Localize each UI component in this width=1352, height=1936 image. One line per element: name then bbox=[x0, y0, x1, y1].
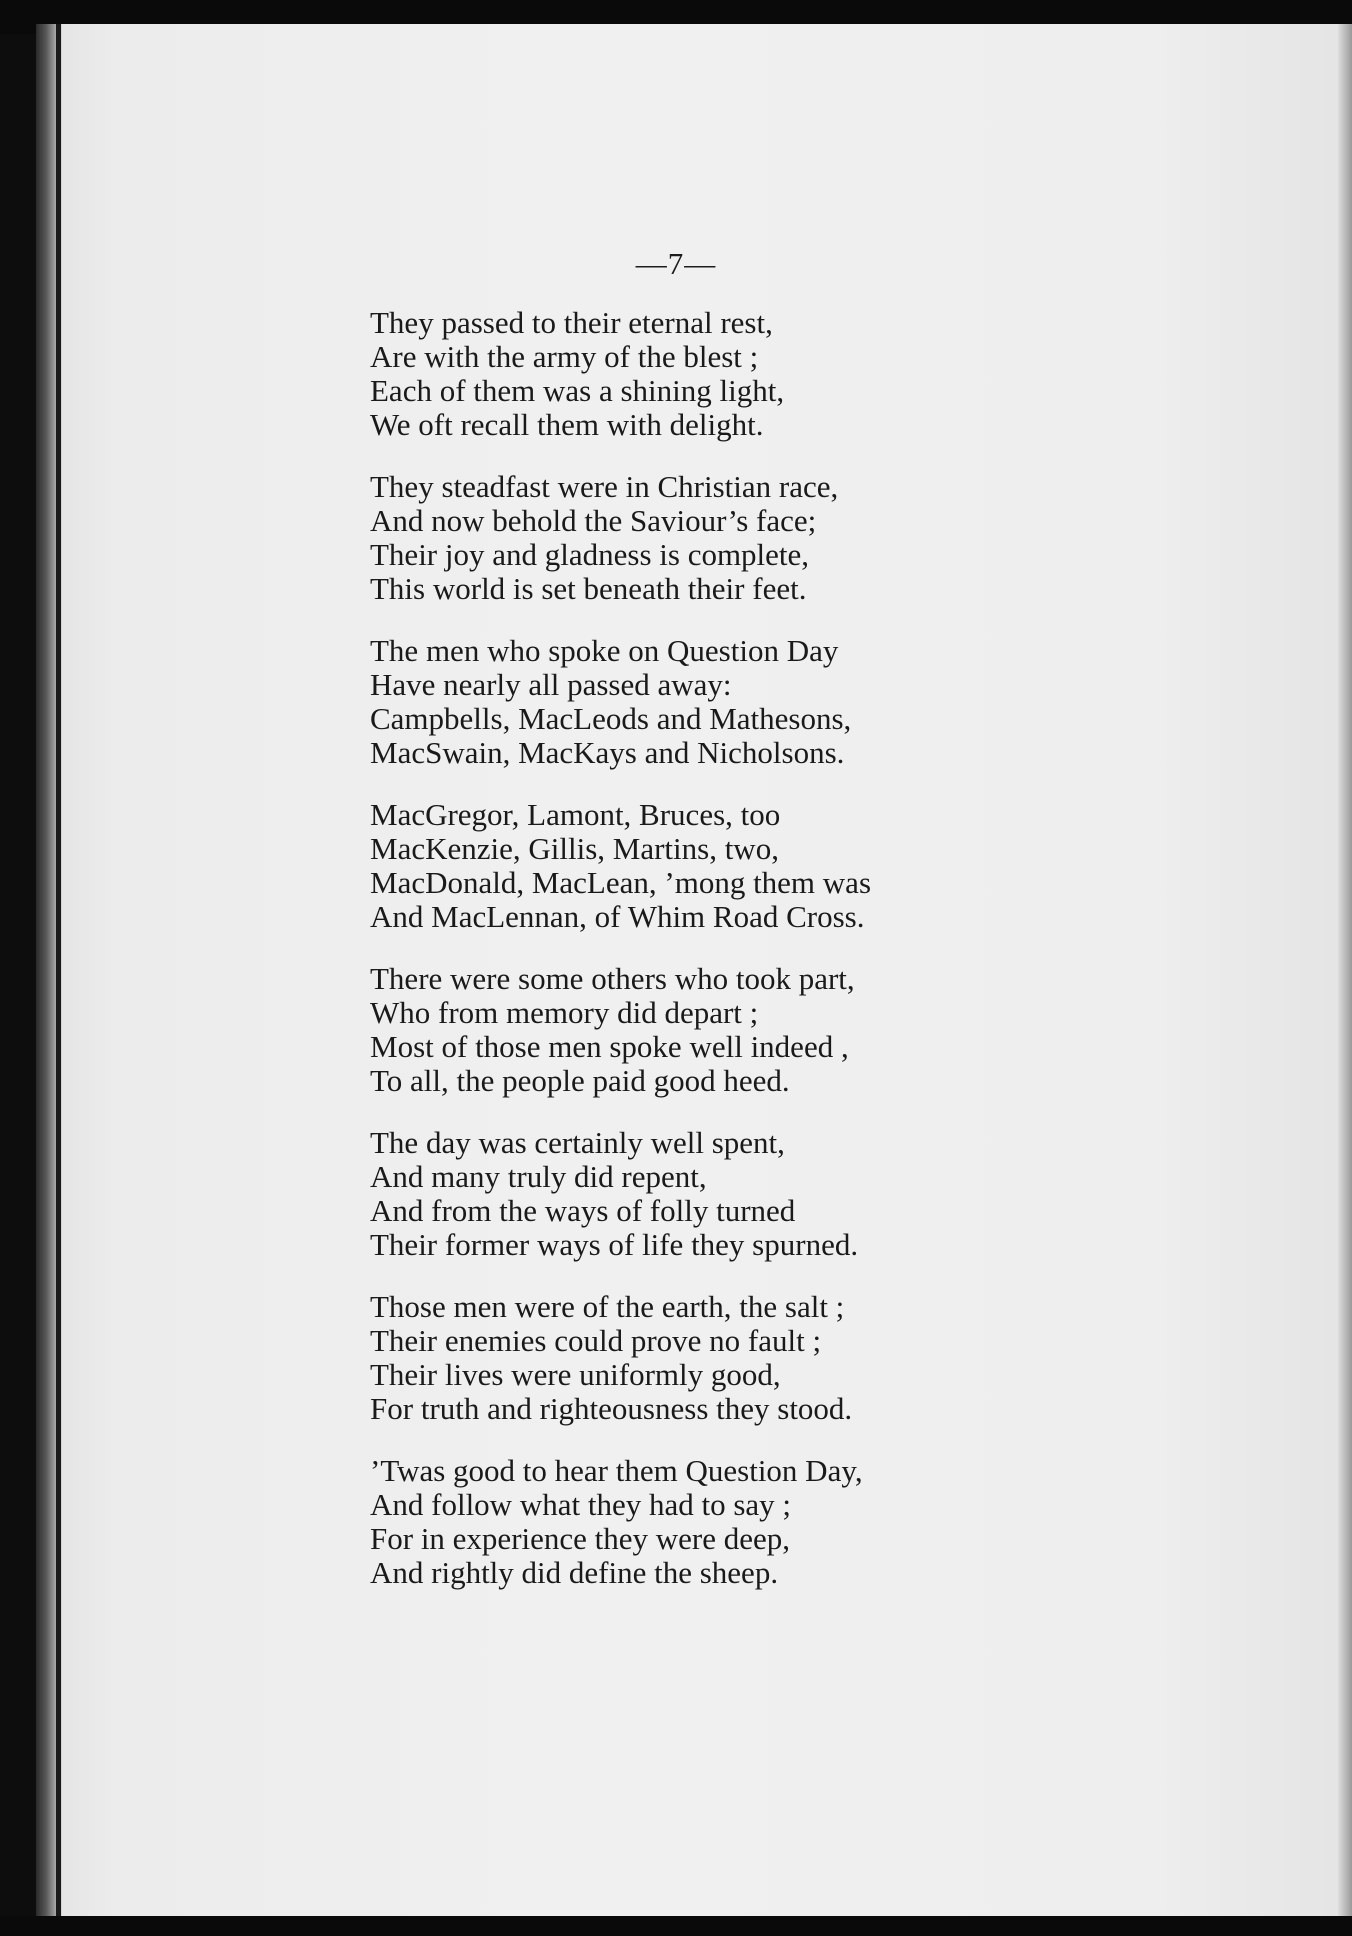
poem-line: There were some others who took part, bbox=[370, 961, 855, 996]
poem-line: Most of those men spoke well indeed , bbox=[370, 1029, 849, 1064]
stanza bbox=[370, 798, 1070, 934]
poem-line: They passed to their eternal rest, bbox=[370, 305, 773, 340]
poem-line: Their former ways of life they spurned. bbox=[370, 1227, 859, 1262]
poem-line: MacKenzie, Gillis, Martins, two, bbox=[370, 831, 779, 866]
poem-line: Their joy and gladness is complete, bbox=[370, 537, 810, 572]
poem-line: Campbells, MacLeods and Mathesons, bbox=[370, 701, 852, 736]
poem-line: And from the ways of folly turned bbox=[370, 1193, 796, 1228]
page-number: —7— bbox=[635, 246, 717, 281]
stanza bbox=[370, 634, 1070, 770]
poem bbox=[370, 306, 1070, 1618]
poem-line: Their enemies could prove no fault ; bbox=[370, 1323, 822, 1358]
poem-line: They steadfast were in Christian race, bbox=[370, 469, 839, 504]
stanza bbox=[370, 470, 1070, 606]
binding-edge bbox=[56, 24, 61, 1920]
poem-line: Who from memory did depart ; bbox=[370, 995, 759, 1030]
poem-line: ’Twas good to hear them Question Day, bbox=[370, 1453, 863, 1488]
stanza bbox=[370, 306, 1070, 442]
stanza bbox=[370, 1126, 1070, 1262]
poem-line: The men who spoke on Question Day bbox=[370, 633, 839, 668]
poem-line: MacGregor, Lamont, Bruces, too bbox=[370, 797, 781, 832]
poem-line: The day was certainly well spent, bbox=[370, 1125, 785, 1160]
poem-line: Their lives were uniformly good, bbox=[370, 1357, 781, 1392]
poem-line: For truth and righteousness they stood. bbox=[370, 1391, 853, 1426]
poem-line: And follow what they had to say ; bbox=[370, 1487, 792, 1522]
stanza bbox=[370, 962, 1070, 1098]
poem-line: For in experience they were deep, bbox=[370, 1521, 791, 1556]
poem-line: We oft recall them with delight. bbox=[370, 407, 764, 442]
poem-line: Those men were of the earth, the salt ; bbox=[370, 1289, 845, 1324]
poem-line: MacDonald, MacLean, ’mong them was bbox=[370, 865, 872, 900]
poem-line: To all, the people paid good heed. bbox=[370, 1063, 790, 1098]
scan-bottom-shadow bbox=[0, 1916, 1352, 1936]
poem-line: And MacLennan, of Whim Road Cross. bbox=[370, 899, 865, 934]
poem-line: MacSwain, MacKays and Nicholsons. bbox=[370, 735, 845, 770]
poem-line: This world is set beneath their feet. bbox=[370, 571, 807, 606]
poem-line: Are with the army of the blest ; bbox=[370, 339, 759, 374]
stanza bbox=[370, 1454, 1070, 1590]
stanza bbox=[370, 1290, 1070, 1426]
page-right-edge bbox=[1338, 24, 1352, 1920]
poem-line: And now behold the Saviour’s face; bbox=[370, 503, 817, 538]
poem-line: Have nearly all passed away: bbox=[370, 667, 732, 702]
poem-line: And rightly did define the sheep. bbox=[370, 1555, 779, 1590]
poem-line: Each of them was a shining light, bbox=[370, 373, 785, 408]
poem-line: And many truly did repent, bbox=[370, 1159, 707, 1194]
